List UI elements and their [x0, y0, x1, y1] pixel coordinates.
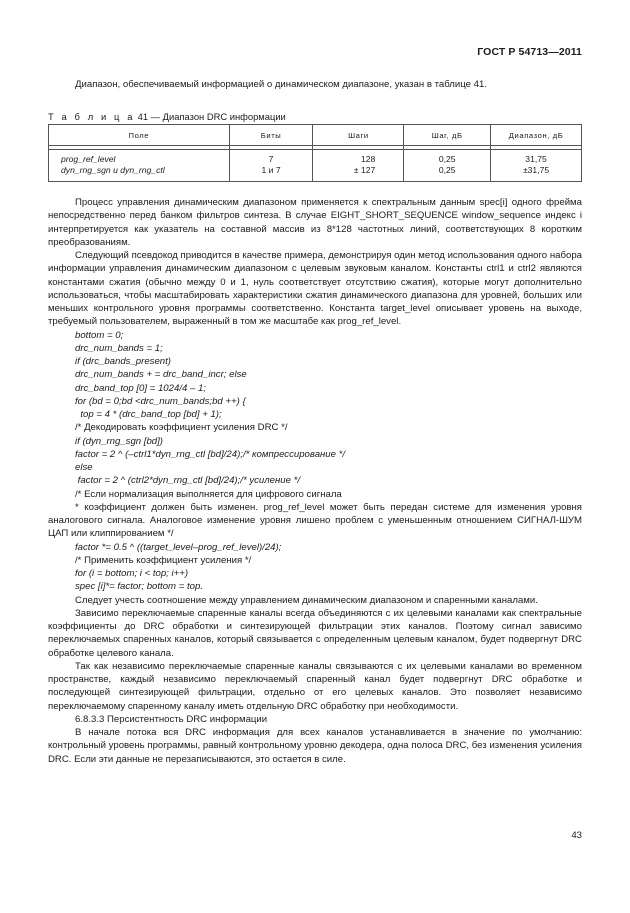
paragraph: Так как независимо переключаемые спаренные каналы связываются с их целевыми каналами во временном пространстве, каждый независимо переключаемый спаренный канал будет подвергнут DRC обработке и последующей синтезирующей фильтрации, отдельно от его целевых каналов. Это позволяет независимо переключаемому спаренному каналу иметь отдельную DRC обработку при необходимости.	[48, 660, 582, 712]
col-header-steps: Шаги	[313, 125, 404, 146]
code-line: for (i = bottom; i < top; i++)	[75, 568, 189, 579]
intro-paragraph: Диапазон, обеспечиваемый информацией о динамическом диапазоне, указан в таблице 41.	[75, 79, 487, 90]
code-line: bottom = 0;	[75, 329, 124, 341]
table-caption-title: 41 — Диапазон DRC информации	[135, 111, 286, 122]
range-db-value: ±31,75	[522, 165, 550, 175]
cell-range-db	[491, 150, 582, 182]
code-line: if (drc_bands_present)	[75, 356, 171, 367]
code-line: if (dyn_rng_sgn [bd])	[75, 435, 163, 447]
paragraph: Следует учесть соотношение между управлением динамическим диапазоном и спаренными каналами.	[75, 594, 538, 606]
cell-steps	[313, 150, 404, 182]
code-comment: /* Применить коэффициент усиления */	[75, 554, 252, 566]
section-heading: 6.8.3.3 Персистентность DRC информации	[75, 713, 268, 725]
step-db-value: 0,25	[438, 154, 456, 164]
table-caption	[48, 111, 286, 122]
code-comment-block: * коэффициент должен быть изменен. prog_ref_level может быть передан системе для изменения уровня аналогового сигнала. Аналоговое изменение уровня лишено проблем с уменьшенным отношением СИГНАЛ-ШУМ ЦАП или клиппированием */	[48, 501, 582, 540]
code-line: factor = 2 ^ (ctrl2*dyn_rng_ctl [bd]/24);/* усиление */	[75, 475, 301, 487]
code-comment: /* Декодировать коэффициент усиления DRC */	[75, 422, 288, 434]
step-db-value: 0,25	[438, 165, 456, 175]
bits-value: 1 и 7	[261, 165, 281, 175]
range-db-value: 31,75	[525, 154, 547, 164]
paragraph: В начале потока вся DRC информация для всех каналов устанавливается в значение по умолчанию: контрольный уровень программы, равный контрольному уровню декодера, одна полоса DRC, без изменения усиления DRC. Если эти данные не перезаписываются, это остается в силе.	[48, 727, 582, 765]
field-dyn-rng: dyn_rng_sgn и dyn_rng_ctl	[61, 165, 165, 175]
code-line: top = 4 * (drc_band_top [bd] + 1);	[75, 409, 222, 420]
paragraph: Зависимо переключаемые спаренные каналы всегда объединяются с их целевыми каналами как спектральные коэффициенты до DRC обработки и синтезирующей фильтрации этих каналов. Поэтому сигнал зависимо переключаемых спаренных каналов, который связывается с определенным целевым каналом, будет подвергнут DRC обработке целевого канала.	[48, 607, 582, 659]
drc-range-table	[48, 124, 582, 182]
code-comment: /* Если нормализация выполняется для цифрового сигнала	[75, 488, 342, 500]
table-row	[49, 150, 582, 182]
code-line: else	[75, 462, 93, 473]
document-header: ГОСТ Р 54713—2011	[477, 46, 582, 58]
cell-step-db	[404, 150, 491, 182]
code-line: factor = 2 ^ (–ctrl1*dyn_rng_ctl [bd]/24);/* компрессирование */	[75, 448, 346, 460]
steps-value: 128	[360, 154, 376, 164]
bits-value: 7	[268, 154, 274, 164]
cell-bits	[229, 150, 313, 182]
code-line: factor *= 0.5 ^ ((target_level–prog_ref_level)/24);	[75, 541, 282, 553]
body-text	[48, 196, 582, 766]
code-line: drc_num_bands + = drc_band_incr; else	[75, 369, 247, 381]
col-header-range-db: Диапазон, дБ	[491, 125, 582, 146]
col-header-bits: Биты	[229, 125, 313, 146]
code-line: spec [i]*= factor; bottom = top.	[75, 581, 203, 593]
table-header-row	[49, 125, 582, 146]
paragraph: Процесс управления динамическим диапазоном применяется к спектральным данным spec[i] одного фрейма непосредственно перед банком фильтров синтеза. В случае EIGHT_SHORT_SEQUENCE window_sequence индекс i интерпретируется как указатель на составной массив из 8*128 частотных линий, соответствующих 8 коротким преобразованиям.	[48, 197, 582, 248]
field-prog-ref-level: prog_ref_level	[61, 154, 116, 164]
table-caption-prefix: Т а б л и ц а	[48, 111, 136, 122]
page-number: 43	[571, 830, 582, 841]
code-line: drc_band_top [0] = 1024/4 – 1;	[75, 382, 206, 394]
col-header-field: Поле	[49, 125, 230, 146]
code-line: for (bd = 0;bd <drc_num_bands;bd ++) {	[75, 395, 246, 407]
paragraph: Следующий псевдокод приводится в качестве примера, демонстрируя один метод использования одного набора информации управления динамическим диапазоном с целевым звуковым каналом. Константы ctrl1 и ctrl2 являются константами сжатия (обычно между 0 и 1, нуль соответствует отсутствию сжатия), которые могут дополнительно использоваться, чтобы масштабировать характеристики сжатия динамического диапазона для уровней, больших или меньших контрольного уровня программы соответственно. Константа target_level описывает уровень на выходе, требуемый пользователем, выраженный в том же масштабе как prog_ref_level.	[48, 250, 582, 328]
code-line: drc_num_bands = 1;	[75, 342, 163, 354]
cell-field	[49, 150, 230, 182]
col-header-step-db: Шаг, дБ	[404, 125, 491, 146]
steps-value: ± 127	[353, 165, 376, 175]
